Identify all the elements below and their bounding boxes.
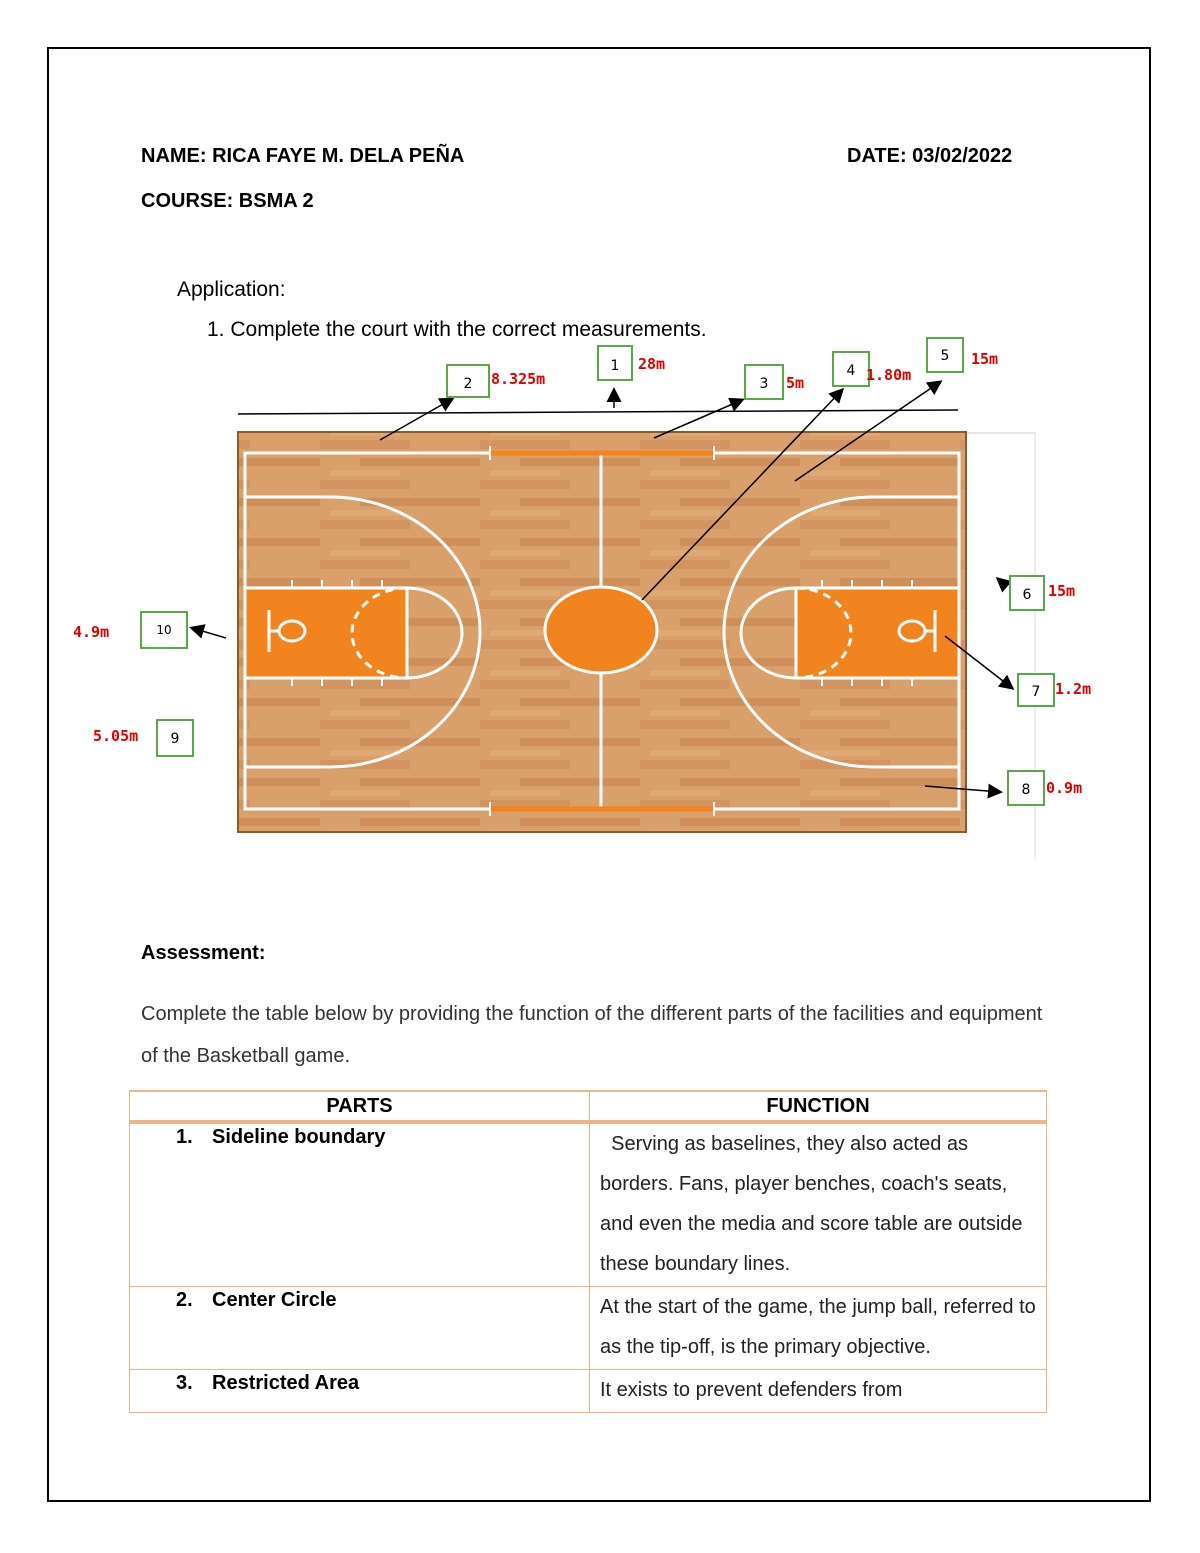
label-num-2: 2 [463, 376, 473, 392]
header-parts: PARTS [130, 1091, 590, 1122]
label-num-10: 10 [156, 623, 172, 637]
header-function: FUNCTION [590, 1091, 1047, 1122]
application-title: Application: [177, 278, 286, 301]
answer-3: 5m [786, 374, 805, 392]
application-instruction: 1. Complete the court with the correct measurements. [207, 318, 707, 341]
answer-1: 28m [638, 355, 666, 373]
label-num-7: 7 [1031, 684, 1041, 700]
table-row [130, 1122, 1047, 1287]
part-cell [130, 1370, 590, 1413]
part-cell [130, 1122, 590, 1287]
answer-5: 15m [971, 350, 999, 368]
answer-6: 15m [1048, 582, 1076, 600]
label-num-3: 3 [759, 376, 769, 392]
center-circle [545, 587, 657, 673]
answer-8: 0.9m [1046, 779, 1083, 797]
assessment-title: Assessment: [141, 942, 266, 964]
function-cell: Serving as baselines, they also acted as borders. Fans, player benches, coach's seats, and even the media and score table are outside these boundary lines. [590, 1122, 1047, 1287]
court-length-line [238, 410, 958, 414]
answer-7: 1.2m [1055, 680, 1092, 698]
part-cell [130, 1287, 590, 1370]
assessment-instruction: Complete the table below by providing the function of the different parts of the facilities and equipment of the Basketball game. [141, 1003, 1043, 1067]
answer-9: 5.05m [93, 727, 139, 745]
label-num-4: 4 [846, 363, 856, 379]
part-number: 1. [176, 1126, 193, 1148]
course: COURSE: BSMA 2 [141, 190, 314, 212]
function-cell: At the start of the game, the jump ball, referred to as the tip-off, is the primary objective. [590, 1287, 1047, 1370]
table-row [130, 1370, 1047, 1413]
part-name: Center Circle [212, 1289, 337, 1311]
part-number: 2. [176, 1289, 193, 1311]
part-number: 3. [176, 1372, 193, 1394]
function-cell: It exists to prevent defenders from [590, 1370, 1047, 1413]
answer-4: 1.80m [866, 366, 912, 384]
date: DATE: 03/02/2022 [847, 145, 1013, 167]
part-name: Sideline boundary [212, 1126, 386, 1148]
part-name: Restricted Area [212, 1372, 360, 1394]
label-num-8: 8 [1021, 782, 1031, 798]
answer-10: 4.9m [73, 623, 110, 641]
student-name: NAME: RICA FAYE M. DELA PEÑA [141, 145, 465, 167]
answer-2: 8.325m [491, 370, 546, 388]
label-num-9: 9 [170, 731, 180, 747]
label-num-1: 1 [610, 358, 620, 374]
function-table [129, 1090, 1047, 1413]
label-num-5: 5 [940, 348, 950, 364]
table-row [130, 1287, 1047, 1370]
label-num-6: 6 [1022, 587, 1032, 603]
